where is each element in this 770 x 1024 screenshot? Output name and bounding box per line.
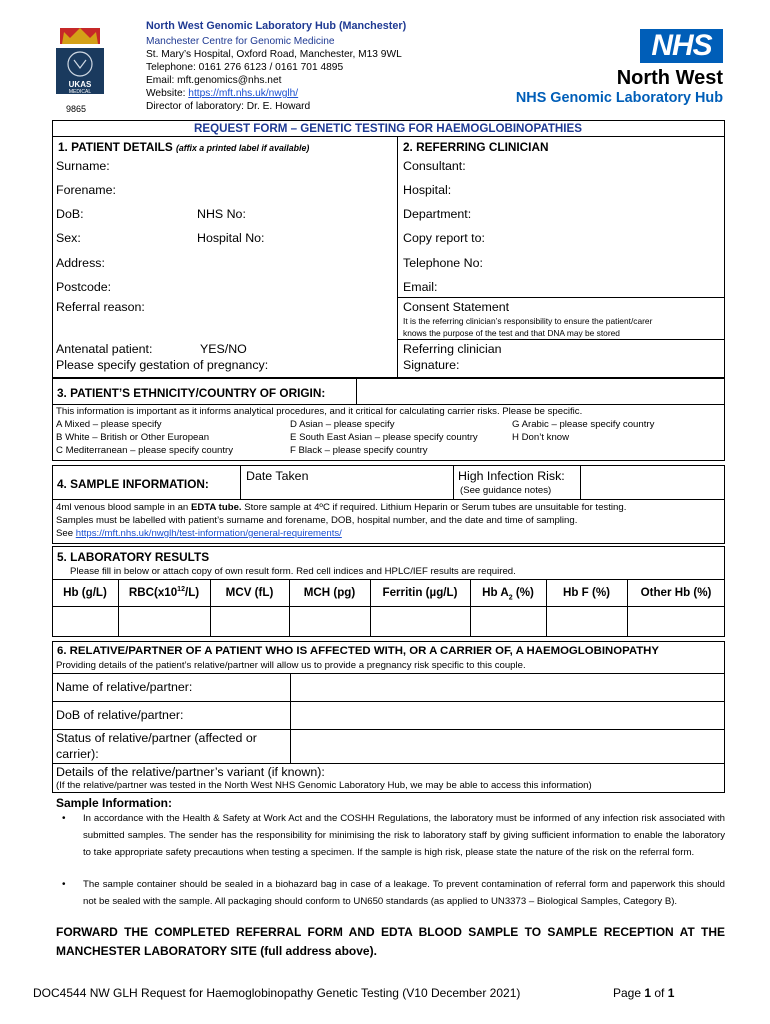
relative-intro: Providing details of the patient’s relative/partner will allow us to provide a pregnancy risk specific to this couple. <box>56 660 526 671</box>
website <box>146 88 298 101</box>
signature-line-1: Referring clinician <box>403 342 502 356</box>
relative-status-line-2: carrier): <box>56 747 99 761</box>
consent-line-1: It is the referring clinician’s responsibility to ensure the patient/carer <box>403 316 653 326</box>
forward-instruction: FORWARD THE COMPLETED REFERRAL FORM AND EDTA BLOOD SAMPLE TO SAMPLE RECEPTION AT THE MANCHESTER LABORATORY SITE (full address above). <box>56 925 725 958</box>
telephone: Telephone: 0161 276 6123 / 0161 701 4895 <box>146 62 344 73</box>
section-1-title <box>58 140 309 154</box>
address-label: Address: <box>56 256 105 270</box>
section-1-title-text: 1. PATIENT DETAILS <box>58 140 173 154</box>
address: St. Mary’s Hospital, Oxford Road, Manchester, M13 9WL <box>146 49 402 60</box>
high-risk-label: High Infection Risk: <box>458 469 565 483</box>
relative-dob-label: DoB of relative/partner: <box>56 708 184 722</box>
ethnicity-option-h: H Don’t know <box>512 432 570 443</box>
ethnicity-option-a: A Mixed – please specify <box>56 419 162 430</box>
sex-label: Sex: <box>56 231 81 245</box>
date-taken-label: Date Taken <box>246 469 309 483</box>
sample-line-1-pre: 4ml venous blood sample in an <box>56 502 191 513</box>
department-label: Department: <box>403 207 472 221</box>
telephone-label: Telephone No: <box>403 256 483 270</box>
ukas-logo <box>52 20 108 102</box>
bullet-1-marker: • <box>62 813 66 824</box>
hospital-label: Hospital: <box>403 183 452 197</box>
signature-line-2: Signature: <box>403 358 460 372</box>
hub-name: NHS Genomic Laboratory Hub <box>515 90 723 106</box>
nhs-no-label: NHS No: <box>197 207 246 221</box>
copy-report-label: Copy report to: <box>403 231 485 245</box>
column-hba2-pre: Hb A <box>482 586 509 599</box>
column-ferritin: Ferritin (µg/L) <box>382 586 458 599</box>
column-rbc-sup: 12 <box>177 586 185 594</box>
section-4-title: 4. SAMPLE INFORMATION: <box>57 477 209 491</box>
dob-label: DoB: <box>56 207 84 221</box>
ethnicity-intro: This information is important as it informs analytical procedures, and it critical for calculating carrier risks. Please be specific. <box>56 406 583 417</box>
footer-page-mid: of <box>651 986 668 1000</box>
antenatal-label: Antenatal patient: <box>56 342 153 356</box>
column-hba2-post: (%) <box>512 586 534 599</box>
website-label: Website: <box>146 88 189 99</box>
column-rbc-pre: RBC(x10 <box>128 586 178 599</box>
nhs-logo-text: NHS <box>651 29 712 62</box>
ukas-sub: MEDICAL <box>68 89 92 95</box>
bullet-2-marker: • <box>62 879 66 890</box>
ethnicity-option-g: G Arabic – please specify country <box>512 419 655 430</box>
section-2-title: 2. REFERRING CLINICIAN <box>403 140 549 154</box>
column-other: Other Hb (%) <box>640 586 712 599</box>
surname-label: Surname: <box>56 159 110 173</box>
website-link[interactable]: https://mft.nhs.uk/nwglh/ <box>188 88 299 99</box>
footer-page <box>613 986 674 1000</box>
relative-variant-note: (If the relative/partner was tested in the North West NHS Genomic Laboratory Hub, we may be able to access this information) <box>56 780 592 791</box>
guidance-label: (See guidance notes) <box>460 485 552 496</box>
lab-name: North West Genomic Laboratory Hub (Manchester) <box>146 20 407 32</box>
section-6-title: 6. RELATIVE/PARTNER OF A PATIENT WHO IS AFFECTED WITH, OR A CARRIER OF, A HAEMOGLOBINOPATHY <box>57 645 659 657</box>
yes-no-option[interactable]: YES/NO <box>200 342 247 356</box>
sample-line-3-pre: See <box>56 528 76 539</box>
director: Director of laboratory: Dr. E. Howard <box>146 101 311 112</box>
requirements-link[interactable]: https://mft.nhs.uk/nwglh/test-information/general-requirements/ <box>75 528 342 539</box>
hospital-no-label: Hospital No: <box>197 231 265 245</box>
footer-doc-id: DOC4544 NW GLH Request for Haemoglobinopathy Genetic Testing (V10 December 2021) <box>33 986 521 1000</box>
footer-page-num: 1 <box>644 986 652 1000</box>
consent-line-2: knows the purpose of the test and that DNA may be stored <box>403 328 620 338</box>
consultant-label: Consultant: <box>403 159 466 173</box>
sample-line-1-post: Store sample at 4ºC if required. Lithium Heparin or Serum tubes are unsuitable for testing. <box>241 502 627 513</box>
sample-info-title: Sample Information: <box>56 796 173 810</box>
ethnicity-option-f: F Black – please specify country <box>290 445 428 456</box>
section-3-title: 3. PATIENT’S ETHNICITY/COUNTRY OF ORIGIN: <box>57 386 326 400</box>
postcode-label: Postcode: <box>56 280 112 294</box>
column-hba2-sub: 2 <box>508 594 513 602</box>
relative-status-line-1: Status of relative/partner (affected or <box>56 731 257 745</box>
column-rbc-post: /L) <box>184 586 200 599</box>
sample-info-bullet-1: In accordance with the Health & Safety at Work Act and the COSHH Regulations, the laboratory must be informed of any infection risk associated with submitted samples. The sender has the responsibility for minimising the risk to laboratory staff by giving sufficient information to enable the laboratory to take appropriate safety precautions when testing a specimen. If the sample is high risk, please state the nature of the risk on the referral form. <box>83 813 725 858</box>
ukas-text: UKAS <box>68 80 92 89</box>
ethnicity-option-e: E South East Asian – please specify country <box>290 432 478 443</box>
region-name: North West <box>616 67 723 89</box>
footer-page-pre: Page <box>613 986 645 1000</box>
ethnicity-option-d: D Asian – please specify <box>290 419 395 430</box>
results-instruction: Please fill in below or attach copy of own result form. Red cell indices and HPLC/IEF results are required. <box>70 566 516 577</box>
sample-line-3 <box>56 528 342 539</box>
section-1-note: (affix a printed label if available) <box>175 143 310 153</box>
column-mcv: MCV (fL) <box>225 586 274 599</box>
consent-title: Consent Statement <box>403 300 510 314</box>
email-label: Email: <box>403 280 438 294</box>
forename-label: Forename: <box>56 183 116 197</box>
centre-name: Manchester Centre for Genomic Medicine <box>146 36 335 47</box>
section-5-title: 5. LABORATORY RESULTS <box>57 550 210 564</box>
column-hbf: Hb F (%) <box>562 586 610 599</box>
column-hba2 <box>470 586 546 601</box>
referral-reason-label: Referral reason: <box>56 300 145 314</box>
ethnicity-option-b: B White – British or Other European <box>56 432 210 443</box>
relative-name-label: Name of relative/partner: <box>56 680 193 694</box>
column-mch: MCH (pg) <box>303 586 356 599</box>
sample-line-1-bold: EDTA tube. <box>190 502 242 513</box>
email: Email: mft.genomics@nhs.net <box>146 75 282 86</box>
footer-page-total: 1 <box>667 986 675 1000</box>
nhs-logo <box>640 29 723 63</box>
gestation-label: Please specify gestation of pregnancy: <box>56 358 269 372</box>
column-rbc <box>118 586 210 599</box>
sample-line-2: Samples must be labelled with patient’s surname and forename, DOB, hospital number, and the date and time of sampling. <box>56 515 578 526</box>
sample-line-1 <box>56 502 626 513</box>
ethnicity-option-c: C Mediterranean – please specify country <box>56 445 234 456</box>
column-hb: Hb (g/L) <box>63 586 107 599</box>
sample-info-bullet-2: The sample container should be sealed in a biohazard bag in case of a leakage. To prevent contamination of referral form and paperwork this should not be sealed with the sample. All packaging should conform to UN650 standards (as applied to UN3373 – Biological Samples, Category B). <box>83 879 725 907</box>
relative-variant-label: Details of the relative/partner’s variant (if known): <box>56 765 325 779</box>
form-title: REQUEST FORM – GENETIC TESTING FOR HAEMOGLOBINOPATHIES <box>194 122 582 135</box>
ukas-number: 9865 <box>66 104 87 114</box>
